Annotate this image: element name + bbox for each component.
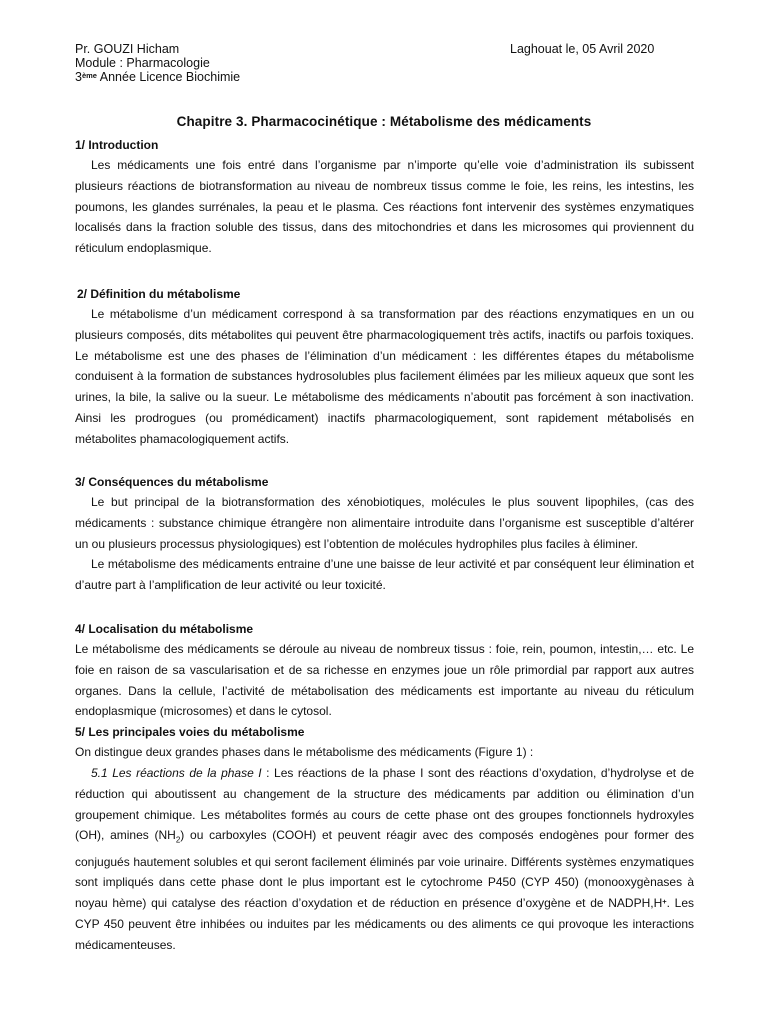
text-run: ) ou carboxyles (COOH) et peuvent réagir avec des composés endogènes pour former des conjugués hautement solubles et qui seront facilement éliminés par voie urinaire. Différents systèmes enzymatiques sont impliqués dans cette phase dont le plus important est le cytochrome P450 (CYP 450) (monooxygènases à noyau hème) qui catalyse des réaction d’oxydation et de réduction en présence d’oxygène et de NADPH,H (75, 828, 694, 911)
text-run: . Les CYP 450 peuvent être inhibées ou induites par les médicaments ou des aliments ce qui provoque les interactions médicamenteuses. (75, 896, 695, 952)
text-run: : Les réactions de la phase I sont des réactions d’oxydation, d’hydrolyse et de réduction qui aboutissent au changement de la structure des médicaments par addition ou élimination d’un groupement chimique. Les métabolites formés au cours de cette phase ont des groupes fonctionnels hydroxyles (OH), amines (NH (75, 765, 694, 843)
section-heading: 2/ Définition du métabolisme (77, 287, 241, 301)
paragraph: Le métabolisme des médicaments se déroule au niveau de nombreux tissus : foie, rein, poumon, intestin,… etc. Le foie en raison de sa vascularisation et de sa richesse en enzymes joue un rôle primordial par rapport aux autres organes. Dans la cellule, l’activité de métabolisation des médicaments est importante au niveau du réticulum endoplasmique (microsomes) et dans le cytosol. (75, 642, 694, 719)
subsection-label: 5.1 Les réactions de la phase I (91, 765, 262, 780)
year-superscript: ème (81, 71, 97, 80)
section-definition (75, 284, 694, 450)
section-localisation (75, 619, 694, 956)
paragraph: Le but principal de la biotransformation des xénobiotiques, molécules le plus souvent lipophiles, (cas des médicaments : substance chimique étrangère non alimentaire introduite dans l’organisme est susceptible d’altérer un ou plusieurs processus physiologiques) est l’obtention de molécules hydrophiles plus faciles à éliminer. (75, 495, 694, 551)
section-introduction (75, 135, 694, 259)
header-left (75, 42, 240, 84)
section-heading: 4/ Localisation du métabolisme (75, 622, 254, 636)
section-heading: 1/ Introduction (75, 138, 159, 152)
paragraph: On distingue deux grandes phases dans le métabolisme des médicaments (Figure 1) : (75, 745, 534, 760)
paragraph-phase-one (75, 763, 694, 956)
author-line: Pr. GOUZI Hicham (75, 42, 180, 56)
paragraph: Le métabolisme des médicaments entraine d’une une baisse de leur activité et par conséquent leur élimination et d’autre part à l’amplification de leur activité ou leur toxicité. (75, 557, 694, 593)
superscript: + (662, 897, 667, 907)
chapter-title: Chapitre 3. Pharmacocinétique : Métabolisme des médicaments (176, 114, 592, 129)
section-heading: 5/ Les principales voies du métabolisme (75, 725, 305, 740)
paragraph: Le métabolisme d’un médicament correspond à sa transformation par des réactions enzymatiques en un ou plusieurs composés, dits métabolites qui peuvent être pharmacologiquement très actifs, inactifs ou parfois toxiques. Le métabolisme est une des phases de l’élimination d’un médicament : les différentes étapes du métabolisme conduisent à la formation de substances hydrosolubles plus facilement élimées par les milieux aqueux que sont les urines, la bile, la salive ou la sueur. Le métabolisme des médicaments n’aboutit pas forcément à son inactivation. Ainsi les prodrogues (ou promédicament) inactifs pharmacologiquement, sont rapidement métabolisés en métabolites phamacologiquement actifs. (75, 307, 694, 446)
subscript: 2 (175, 835, 181, 845)
year-number: 3 (75, 70, 82, 84)
module-line: Module : Pharmacologie (75, 56, 210, 70)
section-heading: 3/ Conséquences du métabolisme (75, 475, 269, 489)
place-date: Laghouat le, 05 Avril 2020 (510, 42, 655, 56)
year-text: Année Licence Biochimie (96, 70, 241, 84)
paragraph: Les médicaments une fois entré dans l’organisme par n’importe qu’elle voie d’administration ils subissent plusieurs réactions de biotransformation au niveau de nombreux tissus comme le foie, les reins, les intestins, les poumons, les glandes surrénales, la peau et le plasma. Ces réactions font intervenir des systèmes enzymatiques localisés dans la fraction soluble des tissus, dans des mitochondries et dans les microsomes qui proviennent du réticulum endoplasmique. (75, 158, 694, 256)
year-line (75, 70, 240, 84)
section-consequences (75, 472, 694, 596)
